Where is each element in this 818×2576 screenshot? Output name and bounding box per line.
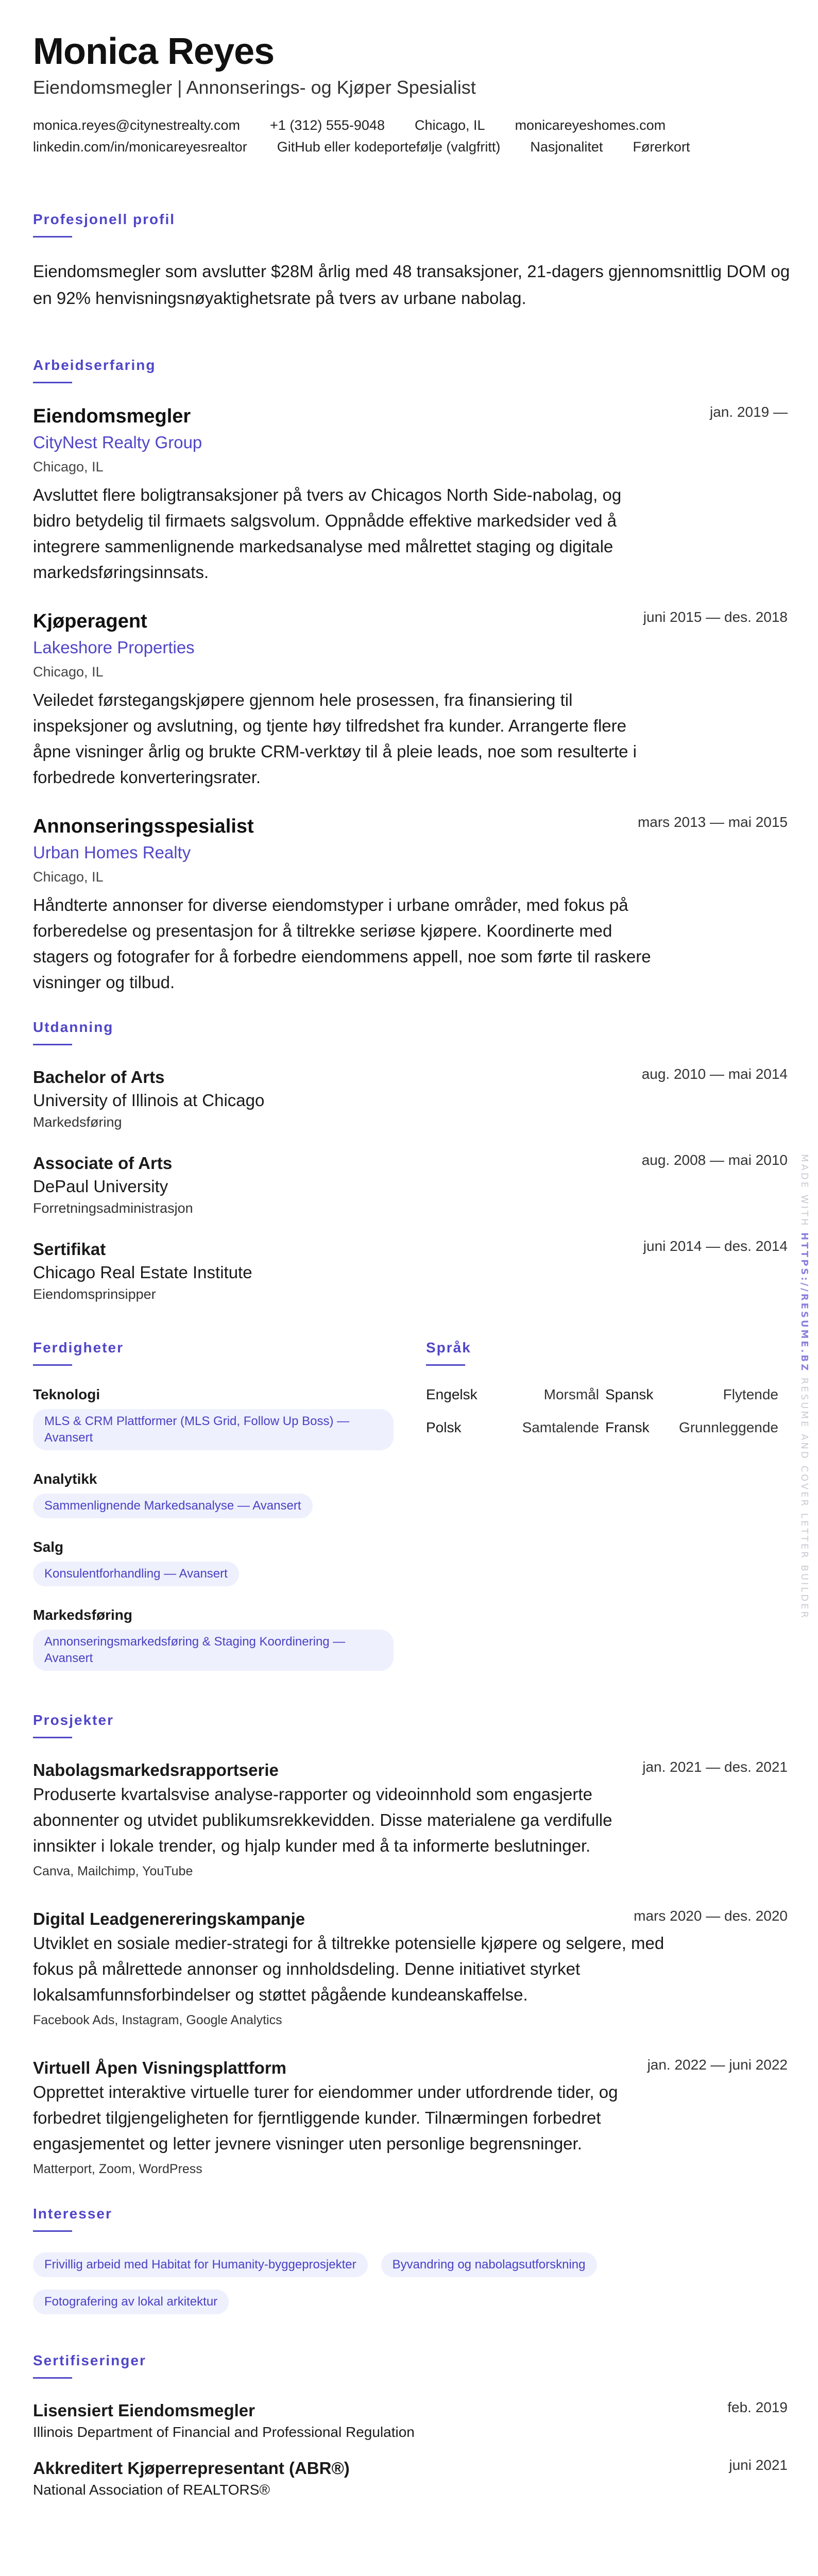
project-description: Opprettet interaktive virtuelle turer for eiendommer under utfordrende tider, og forbedret tilgjengeligheten for fjerntliggende kunder. Tilnærmingen forbedret engasjementet og letter jevnere visninger uten personlige begrensninger. <box>33 2082 618 2153</box>
education-section <box>33 1019 788 1302</box>
project-description: Utviklet en sosiale medier-strategi for å tiltrekke potensielle kjøpere og selgere, med fokus på målrettede annonser og innholdsdeling. Denne initiativet styrket lokalsamfunnsforbindelser og støttet pågående kundeanskaffelse. <box>33 1934 664 2004</box>
project-tools: Matterport, Zoom, WordPress <box>33 2162 202 2176</box>
languages-section-title: Språk <box>426 1340 471 1355</box>
project-title: Nabolagsmarkedsrapportserie <box>33 1760 279 1780</box>
experience-date: jan. 2019 — <box>710 404 788 420</box>
section-divider <box>426 1364 465 1366</box>
skill-category: Markedsføring <box>33 1607 132 1623</box>
watermark-suffix: RESUME AND COVER LETTER BUILDER <box>799 1372 810 1620</box>
interest-chip: Byvandring og nabolagsutforskning <box>381 2252 597 2277</box>
interest-chip: Fotografering av lokal arkitektur <box>33 2290 229 2314</box>
education-date: aug. 2010 — mai 2014 <box>641 1066 788 1082</box>
project-tools: Canva, Mailchimp, YouTube <box>33 1864 193 1878</box>
experience-title: Annonseringsspesialist <box>33 816 254 837</box>
certification-issuer: Illinois Department of Financial and Professional Regulation <box>33 2424 415 2440</box>
experience-description: Håndterte annonser for diverse eiendomstyper i urbane områder, med fokus på forberedelse og presentasjon for å tiltrekke seriøse kjøpere. Koordinerte med stagers og fotografer for å forbedre eiendommens appell, noe som førte til raskere visninger og tilbud. <box>33 895 651 992</box>
project-entry <box>33 1759 788 1879</box>
project-title: Digital Leadgenereringskampanje <box>33 1909 305 1928</box>
experience-title: Kjøperagent <box>33 611 147 632</box>
education-entry <box>33 1238 788 1302</box>
contact-list <box>33 114 764 158</box>
education-field: Forretningsadministrasjon <box>33 1200 193 1216</box>
section-divider <box>33 2230 72 2232</box>
language-name: Engelsk <box>426 1386 478 1402</box>
education-date: juni 2014 — des. 2014 <box>643 1238 788 1254</box>
language-name: Spansk <box>605 1386 654 1402</box>
experience-title: Eiendomsmegler <box>33 405 191 427</box>
interest-chip: Frivillig arbeid med Habitat for Humanity-byggeprosjekter <box>33 2252 368 2277</box>
project-entry <box>33 1908 788 2028</box>
experience-description: Veiledet førstegangskjøpere gjennom hele prosessen, fra finansiering til inspeksjoner og avslutning, og tjente høy tilfredshet fra kunder. Arrangerte flere åpne visninger årlig og brukte CRM-verktøy til å pleie leads, noe som resulterte i forbedrede konverteringsrater. <box>33 690 637 787</box>
contact-linkedin[interactable]: linkedin.com/in/monicareyesrealtor <box>33 139 247 155</box>
certification-entry <box>33 2399 788 2443</box>
education-degree: Bachelor of Arts <box>33 1067 165 1087</box>
skills-section <box>33 1340 426 1691</box>
experience-location: Chicago, IL <box>33 459 104 474</box>
language-level: Morsmål <box>543 1386 599 1402</box>
education-school: University of Illinois at Chicago <box>33 1091 265 1110</box>
contact-drivers-license: Førerkort <box>633 139 690 155</box>
language-item <box>426 1386 605 1403</box>
language-item <box>605 1386 785 1403</box>
certification-issuer: National Association of REALTORS® <box>33 2482 270 2498</box>
project-date: jan. 2021 — des. 2021 <box>642 1759 788 1775</box>
builder-watermark <box>799 1154 810 1620</box>
project-tools: Facebook Ads, Instagram, Google Analytics <box>33 2013 282 2027</box>
skill-category: Salg <box>33 1539 64 1555</box>
skill-category: Teknologi <box>33 1386 100 1402</box>
education-field: Eiendomsprinsipper <box>33 1286 156 1302</box>
profile-section-title: Profesjonell profil <box>33 211 176 227</box>
language-name: Fransk <box>605 1419 650 1435</box>
section-divider <box>33 2377 72 2379</box>
skill-chip: Konsulentforhandling — Avansert <box>33 1562 239 1586</box>
experience-section-title: Arbeidserfaring <box>33 357 156 373</box>
education-field: Markedsføring <box>33 1114 122 1130</box>
experience-section <box>33 357 788 995</box>
education-degree: Sertifikat <box>33 1240 106 1259</box>
project-entry <box>33 2057 788 2177</box>
education-section-title: Utdanning <box>33 1019 114 1035</box>
experience-company: Lakeshore Properties <box>33 638 195 657</box>
projects-section-title: Prosjekter <box>33 1712 114 1728</box>
interests-section-title: Interesser <box>33 2206 112 2222</box>
education-date: aug. 2008 — mai 2010 <box>641 1152 788 1168</box>
watermark-link[interactable]: HTTPS://RESUME.BZ <box>799 1232 810 1373</box>
language-level: Flytende <box>723 1386 778 1402</box>
contact-location: Chicago, IL <box>414 117 485 133</box>
certification-entry <box>33 2457 788 2500</box>
language-item <box>426 1419 605 1436</box>
skill-category: Analytikk <box>33 1471 97 1487</box>
experience-entry <box>33 814 788 995</box>
candidate-name: Monica Reyes <box>33 31 275 72</box>
experience-entry <box>33 404 788 585</box>
project-date: mars 2020 — des. 2020 <box>634 1908 788 1924</box>
language-row <box>426 1386 788 1403</box>
profile-summary: Eiendomsmegler som avslutter $28M årlig med 48 transaksjoner, 21-dagers gjennomsnittlig DOM og en 92% henvisningsnøyaktighetsrate på tvers av urbane nabolag. <box>33 262 790 308</box>
language-level: Samtalende <box>522 1419 599 1435</box>
experience-date: juni 2015 — des. 2018 <box>643 609 788 625</box>
section-divider <box>33 1737 72 1738</box>
experience-location: Chicago, IL <box>33 664 104 680</box>
candidate-headline: Eiendomsmegler | Annonserings- og Kjøper Spesialist <box>33 77 476 98</box>
language-name: Polsk <box>426 1419 462 1435</box>
language-row <box>426 1419 788 1436</box>
skill-chip: MLS & CRM Plattformer (MLS Grid, Follow Up Boss) — Avansert <box>33 1409 394 1450</box>
experience-date: mars 2013 — mai 2015 <box>637 814 788 830</box>
section-divider <box>33 236 72 238</box>
education-school: Chicago Real Estate Institute <box>33 1263 252 1282</box>
language-item <box>605 1419 785 1436</box>
languages-section <box>426 1340 788 1691</box>
section-divider <box>33 382 72 383</box>
contact-github[interactable]: GitHub eller kodeportefølje (valgfritt) <box>277 139 501 155</box>
education-entry <box>33 1152 788 1216</box>
experience-company: CityNest Realty Group <box>33 433 202 452</box>
contact-nationality: Nasjonalitet <box>530 139 603 155</box>
section-divider <box>33 1044 72 1045</box>
projects-section <box>33 1712 788 2177</box>
project-description: Produserte kvartalsvise analyse-rapporter og videoinnhold som engasjerte abonnenter og utvidet publikumsrekkevidden. Disse materialene ga verdifulle innsikter i lokale trender, og hjalp kunder med å ta informerte beslutninger. <box>33 1785 612 1855</box>
interests-section <box>33 2206 788 2327</box>
certifications-section-title: Sertifiseringer <box>33 2352 146 2368</box>
certification-name: Lisensiert Eiendomsmegler <box>33 2401 255 2420</box>
resume-page <box>33 31 788 2515</box>
experience-description: Avsluttet flere boligtransaksjoner på tvers av Chicagos North Side-nabolag, og bidro betydelig til firmaets salgsvolum. Oppnådde effektive markedsider ved å integrere sammenlignende markedsanalyse med målrettet staging og digitale markedsføringsinnsats. <box>33 485 622 582</box>
interests-list <box>33 2252 703 2327</box>
experience-location: Chicago, IL <box>33 869 104 885</box>
skill-chip: Annonseringsmarkedsføring & Staging Koordinering — Avansert <box>33 1630 394 1671</box>
contact-phone[interactable]: +1 (312) 555-9048 <box>270 117 385 133</box>
project-title: Virtuell Åpen Visningsplattform <box>33 2058 287 2077</box>
project-date: jan. 2022 — juni 2022 <box>647 2057 788 2073</box>
watermark-prefix: MADE WITH <box>799 1154 810 1233</box>
certification-name: Akkreditert Kjøperrepresentant (ABR®) <box>33 2459 350 2478</box>
language-level: Grunnleggende <box>678 1419 778 1435</box>
skills-languages-row <box>33 1340 788 1691</box>
education-school: DePaul University <box>33 1177 168 1196</box>
contact-website[interactable]: monicareyeshomes.com <box>515 117 666 133</box>
skills-section-title: Ferdigheter <box>33 1340 124 1355</box>
experience-entry <box>33 609 788 790</box>
certifications-section <box>33 2352 788 2500</box>
profile-section <box>33 211 788 312</box>
skill-chip: Sammenlignende Markedsanalyse — Avansert <box>33 1494 313 1518</box>
certification-date: juni 2021 <box>729 2457 788 2473</box>
section-divider <box>33 1364 72 1366</box>
certification-date: feb. 2019 <box>727 2399 788 2415</box>
experience-company: Urban Homes Realty <box>33 843 191 862</box>
education-entry <box>33 1066 788 1130</box>
education-degree: Associate of Arts <box>33 1154 173 1173</box>
contact-email[interactable]: monica.reyes@citynestrealty.com <box>33 117 241 133</box>
